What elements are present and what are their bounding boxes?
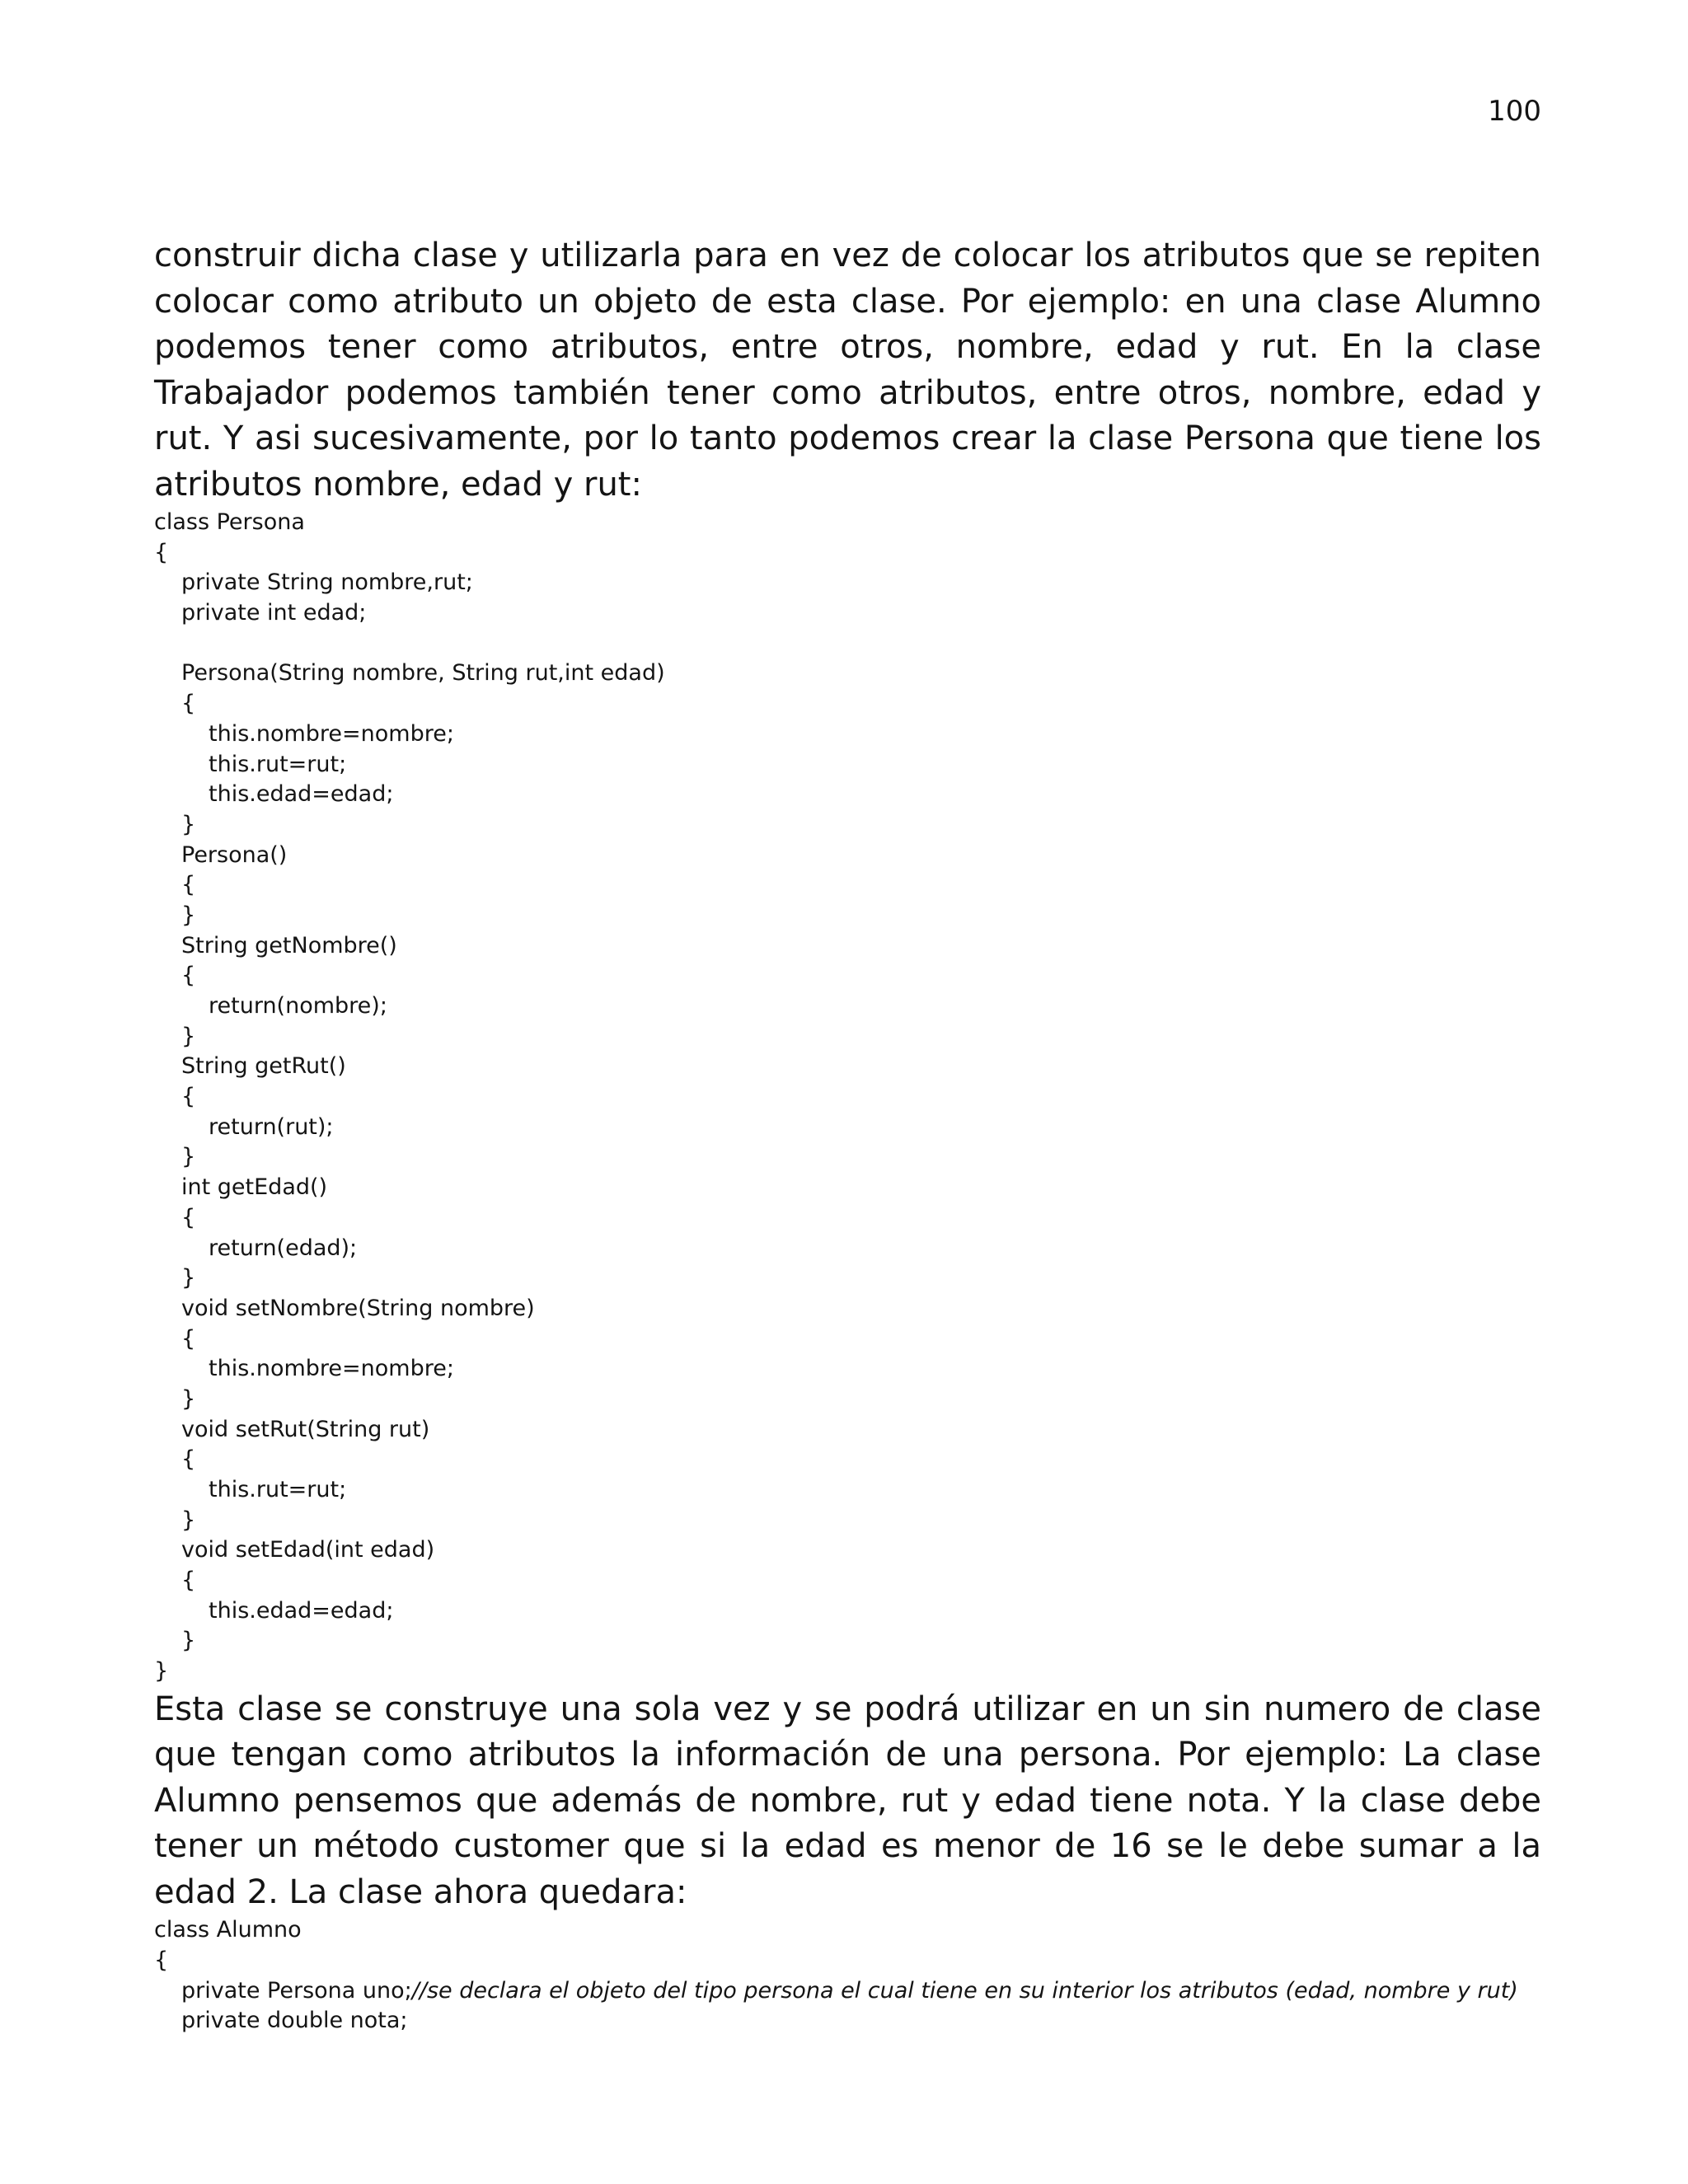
code-line	[154, 1142, 1541, 1173]
code-line	[154, 1415, 1541, 1446]
code-text: }	[181, 811, 196, 837]
code-line	[154, 780, 1541, 810]
code-text: {	[181, 1084, 196, 1110]
code-text: int getEdad()	[181, 1174, 328, 1201]
code-text: class Persona	[154, 509, 305, 535]
code-text: private String nombre,rut;	[181, 569, 473, 596]
code-text: {	[181, 691, 196, 717]
code-text: {	[181, 1325, 196, 1352]
code-text: {	[154, 539, 169, 565]
code-text: {	[181, 872, 196, 898]
code-text: }	[181, 1385, 196, 1412]
code-text: {	[181, 1204, 196, 1230]
code-text: this.edad=edad;	[209, 1597, 394, 1624]
code-text: Persona(String nombre, String rut,int edad)	[181, 660, 665, 687]
code-line	[154, 1173, 1541, 1203]
code-line	[154, 598, 1541, 629]
code-line	[154, 1082, 1541, 1113]
code-line	[154, 1596, 1541, 1627]
code-line	[154, 629, 1541, 659]
code-text: String getNombre()	[181, 932, 397, 958]
code-block-persona	[154, 508, 1541, 1687]
code-line	[154, 1052, 1541, 1082]
code-line	[154, 961, 1541, 991]
code-line	[154, 1113, 1541, 1143]
code-line	[154, 810, 1541, 841]
code-text: {	[181, 963, 196, 989]
code-text: this.rut=rut;	[209, 1477, 347, 1502]
code-text: }	[154, 1658, 169, 1685]
code-line	[154, 901, 1541, 931]
code-line	[154, 1475, 1541, 1506]
code-text: String getRut()	[181, 1053, 346, 1080]
code-text: private int edad;	[181, 600, 367, 626]
code-text: class Alumno	[154, 1917, 302, 1943]
code-line	[154, 1022, 1541, 1052]
code-text: Persona()	[181, 841, 288, 868]
code-line	[154, 1234, 1541, 1264]
code-text: private Persona uno;	[181, 1977, 412, 2004]
code-text: {	[154, 1947, 169, 1973]
code-line	[154, 931, 1541, 962]
paragraph-intro: construir dicha clase y utilizarla para en vez de colocar los atributos que se repiten colocar como atributo un objeto de esta clase. Por ejemplo: en una clase Alumno podemos tener como atributos, entre otros, nombre, edad y rut. En la clase Trabajador podemos también tener como atributos, entre otros, nombre, edad y rut. Y asi sucesivamente, por lo tanto podemos crear la clase Persona que tiene los atributos nombre, edad y rut:	[154, 237, 1541, 504]
code-line	[154, 1324, 1541, 1355]
code-line	[154, 750, 1541, 780]
code-line	[154, 1946, 1541, 1976]
code-line	[154, 841, 1541, 871]
code-line	[154, 2006, 1541, 2036]
code-text: this.rut=rut;	[209, 751, 347, 777]
code-line	[154, 1263, 1541, 1294]
code-text: return(rut);	[209, 1113, 334, 1140]
code-comment: //se declara el objeto del tipo persona el cual tiene en su interior los atributos (edad, nombre y rut)	[411, 1977, 1518, 2004]
code-text: void setNombre(String nombre)	[181, 1295, 535, 1321]
code-line	[154, 870, 1541, 901]
code-line	[154, 1535, 1541, 1566]
code-text: void setRut(String rut)	[181, 1416, 430, 1442]
code-block-alumno	[154, 1915, 1541, 2036]
code-text: private double nota;	[181, 2008, 408, 2034]
code-line	[154, 689, 1541, 719]
code-line	[154, 1506, 1541, 1536]
code-line	[154, 508, 1541, 538]
code-line	[154, 1566, 1541, 1596]
code-text: }	[181, 1628, 196, 1654]
code-line	[154, 1626, 1541, 1657]
code-text: this.nombre=nombre;	[209, 1356, 454, 1382]
code-line	[154, 1445, 1541, 1475]
code-line	[154, 719, 1541, 750]
code-text: this.nombre=nombre;	[209, 720, 454, 747]
code-text: return(nombre);	[209, 993, 387, 1019]
code-line	[154, 568, 1541, 598]
code-line	[154, 1354, 1541, 1385]
code-line	[154, 538, 1541, 569]
code-line	[154, 991, 1541, 1022]
code-text: }	[181, 1507, 196, 1533]
code-text: this.edad=edad;	[209, 781, 394, 808]
page-content	[154, 233, 1541, 2036]
code-text: }	[181, 1265, 196, 1291]
code-text: {	[181, 1568, 196, 1594]
code-line	[154, 1385, 1541, 1415]
code-line	[154, 1915, 1541, 1946]
page-number: 100	[1488, 95, 1541, 128]
code-text: {	[181, 1446, 196, 1473]
code-text: }	[181, 902, 196, 928]
code-line	[154, 1976, 1541, 2007]
code-text: return(edad);	[209, 1235, 358, 1261]
code-line	[154, 1203, 1541, 1234]
code-line	[154, 1294, 1541, 1324]
code-line	[154, 1657, 1541, 1687]
code-text: void setEdad(int edad)	[181, 1537, 435, 1563]
code-text: }	[181, 1144, 196, 1170]
paragraph-explanation: Esta clase se construye una sola vez y se podrá utilizar en un sin numero de clase que tengan como atributos la información de una persona. Por ejemplo: La clase Alumno pensemos que además de nombre, rut y edad tiene nota. Y la clase debe tener un método customer que si la edad es menor de 16 se le debe sumar a la edad 2. La clase ahora quedara:	[154, 1690, 1541, 1911]
code-text: }	[181, 1023, 196, 1049]
code-line	[154, 658, 1541, 689]
